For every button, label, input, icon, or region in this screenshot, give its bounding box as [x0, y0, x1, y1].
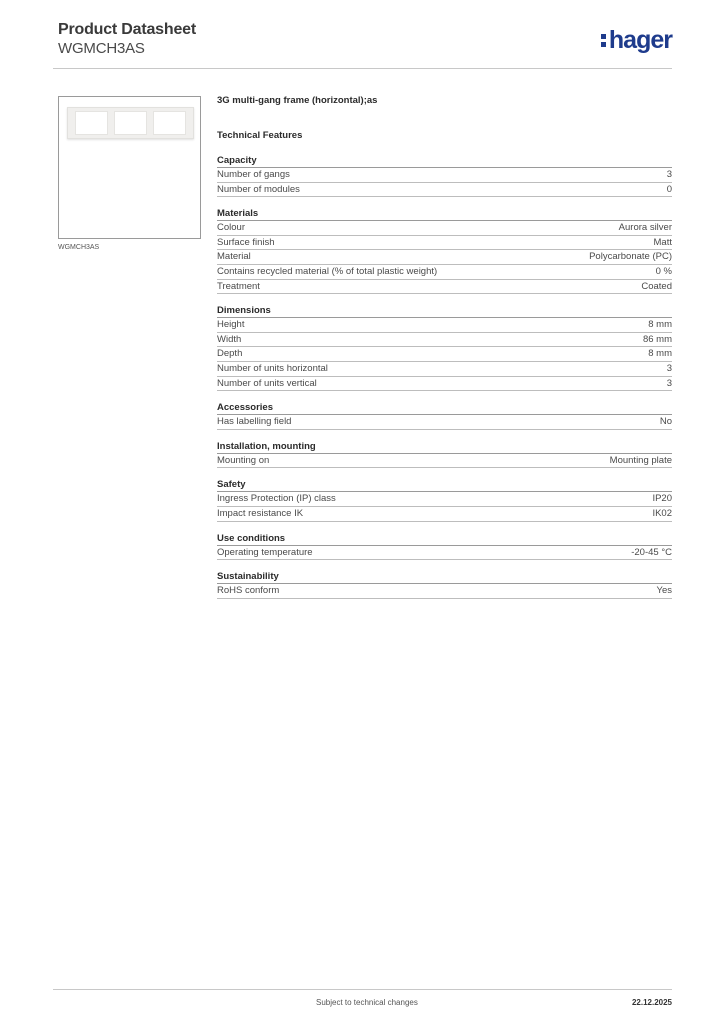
- footer-note: Subject to technical changes: [316, 998, 418, 1007]
- page-header: [58, 20, 672, 70]
- feature-value: Aurora silver: [618, 222, 672, 234]
- feature-value: Polycarbonate (PC): [589, 251, 672, 263]
- section-title: Accessories: [217, 401, 672, 415]
- feature-row: [217, 265, 672, 280]
- feature-section: [217, 401, 672, 430]
- feature-row: [217, 236, 672, 251]
- feature-label: Number of units vertical: [217, 377, 317, 389]
- feature-row: [217, 415, 672, 430]
- section-title: Safety: [217, 478, 672, 492]
- feature-row: [217, 377, 672, 392]
- feature-label: Mounting on: [217, 454, 270, 466]
- feature-value: 8 mm: [648, 348, 672, 360]
- feature-row: [217, 347, 672, 362]
- feature-value: -20-45 °C: [631, 546, 672, 558]
- feature-label: Has labelling field: [217, 416, 292, 428]
- product-image: [58, 96, 201, 239]
- footer-date: 22.12.2025: [631, 998, 672, 1007]
- feature-value: 86 mm: [642, 333, 672, 345]
- feature-value: 3: [666, 169, 672, 180]
- feature-row: [217, 183, 672, 198]
- feature-label: Number of gangs: [217, 169, 290, 180]
- feature-row: [217, 168, 672, 183]
- feature-value: Mounting plate: [609, 454, 672, 466]
- feature-row: [217, 362, 672, 377]
- product-reference: WGMCH3AS: [58, 40, 145, 57]
- feature-label: Number of modules: [217, 183, 300, 195]
- feature-section: [217, 154, 672, 197]
- section-title: Capacity: [217, 154, 672, 168]
- feature-value: 0: [666, 183, 672, 195]
- feature-value: 3: [666, 362, 672, 374]
- feature-label: Material: [217, 251, 251, 263]
- feature-label: Contains recycled material (% of total plastic weight): [217, 265, 438, 277]
- section-title: Sustainability: [217, 570, 672, 584]
- section-title: Installation, mounting: [217, 440, 672, 454]
- header-divider: [53, 68, 672, 69]
- feature-value: IP20: [652, 493, 672, 505]
- feature-row: [217, 507, 672, 522]
- feature-row: [217, 546, 672, 561]
- hager-logo: [601, 26, 672, 54]
- feature-label: Depth: [217, 348, 243, 360]
- feature-row: [217, 318, 672, 333]
- datasheet-content: [217, 94, 672, 609]
- feature-row: [217, 454, 672, 469]
- feature-row: [217, 280, 672, 295]
- feature-value: Yes: [656, 585, 672, 597]
- document-title: Product Datasheet: [58, 21, 196, 38]
- section-title: Materials: [217, 207, 672, 221]
- section-title: Use conditions: [217, 532, 672, 546]
- feature-value: Coated: [641, 280, 672, 292]
- feature-row: [217, 221, 672, 236]
- feature-row: [217, 584, 672, 599]
- feature-row: [217, 492, 672, 507]
- feature-value: 0 %: [655, 265, 672, 277]
- feature-label: Colour: [217, 222, 245, 234]
- feature-section: [217, 570, 672, 599]
- frame-picture: [67, 107, 194, 139]
- logo-dots-icon: [601, 34, 606, 47]
- footer-divider: [53, 989, 672, 990]
- feature-section: [217, 304, 672, 391]
- feature-row: [217, 333, 672, 348]
- feature-label: Impact resistance IK: [217, 507, 304, 519]
- feature-value: No: [659, 416, 672, 428]
- feature-section: [217, 207, 672, 294]
- feature-label: Treatment: [217, 280, 260, 292]
- feature-label: Height: [217, 319, 245, 331]
- feature-value: IK02: [652, 507, 672, 519]
- logo-text: hager: [608, 26, 672, 54]
- product-name: 3G multi-gang frame (horizontal);as: [217, 95, 378, 106]
- image-caption: WGMCH3AS: [58, 244, 100, 251]
- feature-sections: [217, 154, 672, 599]
- feature-row: [217, 250, 672, 265]
- feature-label: Ingress Protection (IP) class: [217, 493, 336, 505]
- feature-value: 8 mm: [648, 319, 672, 331]
- feature-section: [217, 532, 672, 561]
- feature-label: Operating temperature: [217, 546, 313, 558]
- feature-label: Surface finish: [217, 236, 275, 248]
- technical-features-title: Technical Features: [217, 130, 303, 141]
- feature-label: Width: [217, 333, 242, 345]
- feature-section: [217, 478, 672, 521]
- feature-section: [217, 440, 672, 469]
- feature-value: 3: [666, 377, 672, 389]
- feature-label: Number of units horizontal: [217, 362, 328, 374]
- feature-value: Matt: [653, 236, 672, 248]
- feature-label: RoHS conform: [217, 585, 280, 597]
- section-title: Dimensions: [217, 304, 672, 318]
